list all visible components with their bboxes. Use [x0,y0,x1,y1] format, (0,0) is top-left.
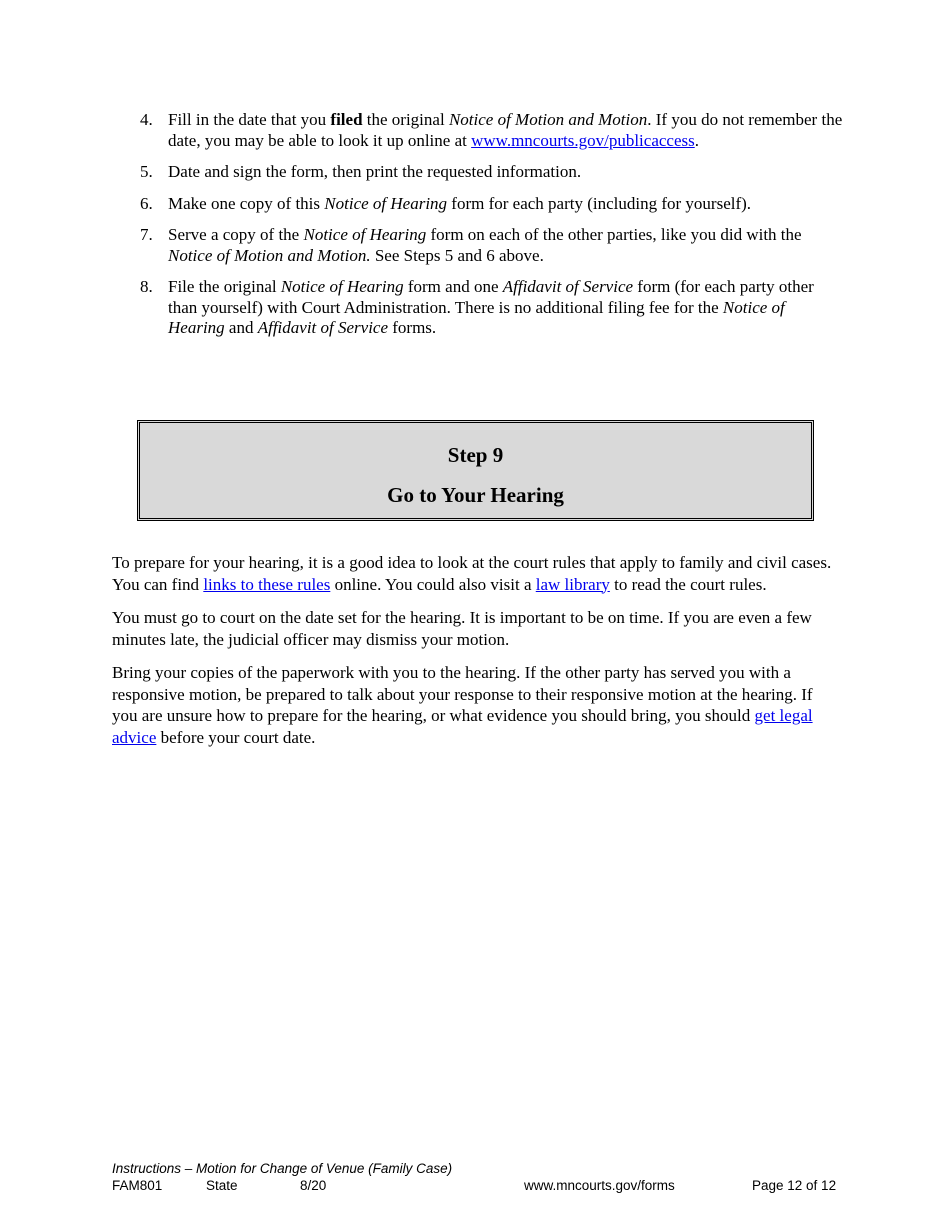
paragraph-bring-paperwork: Bring your copies of the paperwork with you to the hearing. If the other party has served you with a responsive motion, be prepared to talk about your response to their responsive motion at the hearing. If you are unsure how to prepare for the hearing, or what evidence you should bring, you should get legal advice before your court date. [112,663,813,747]
footer-document-title: Instructions – Motion for Change of Venue (Family Case) [112,1161,453,1176]
footer-website: www.mncourts.gov/forms [524,1178,675,1193]
footer-page-number: Page 12 of 12 [752,1178,837,1193]
court-rules-link[interactable]: links to these rules [203,574,331,594]
step-item-7: 7. Serve a copy of the Notice of Hearing form on each of the other parties, like you did with the Notice of Motion and Motion. See Steps 5 and 6 above. [140,225,802,265]
step-number: 5. [140,162,153,181]
footer-revision: 8/20 [300,1178,327,1193]
instruction-steps-list [140,110,845,350]
page-footer [112,1160,852,1194]
publicaccess-link[interactable]: www.mncourts.gov/publicaccess [471,130,695,150]
footer-info-row [112,1177,852,1194]
step-number: 8. [140,277,153,296]
step-number: 6. [140,193,153,213]
step-item-4: 4. Fill in the date that you filed the original Notice of Motion and Motion. If you do not remember the date, you may be able to look it up online at www.mncourts.gov/publicaccess. [140,110,843,150]
law-library-link[interactable]: law library [535,574,610,594]
step-item-5: 5. Date and sign the form, then print the requested information. [140,162,582,181]
step-number: 7. [140,225,153,244]
step-9-banner [137,420,814,521]
paragraph-court-rules: To prepare for your hearing, it is a good idea to look at the court rules that apply to family and civil cases. You can find links to these rules online. You could also visit a law library to read the court rules. [112,553,832,594]
footer-form-id: FAM801 [112,1178,163,1193]
banner-title: Go to Your Hearing [387,483,564,507]
footer-jurisdiction: State [206,1178,238,1193]
paragraph-be-on-time: You must go to court on the date set for the hearing. It is important to be on time. If you are even a few minutes late, the judicial officer may dismiss your motion. [112,608,812,649]
step-9-body [112,552,832,760]
step-item-8: 8. File the original Notice of Hearing form and one Affidavit of Service form (for each party other than yourself) with Court Administration. There is no additional filing fee for the Notice of Hearing and Affidavit of Service forms. [140,277,814,337]
step-item-6: 6. Make one copy of this Notice of Hearing form for each party (including for yourself). [140,193,752,213]
step-number: 4. [140,110,153,129]
legal-advice-link[interactable]: get legal advice [112,706,813,747]
banner-step-label: Step 9 [447,443,504,467]
